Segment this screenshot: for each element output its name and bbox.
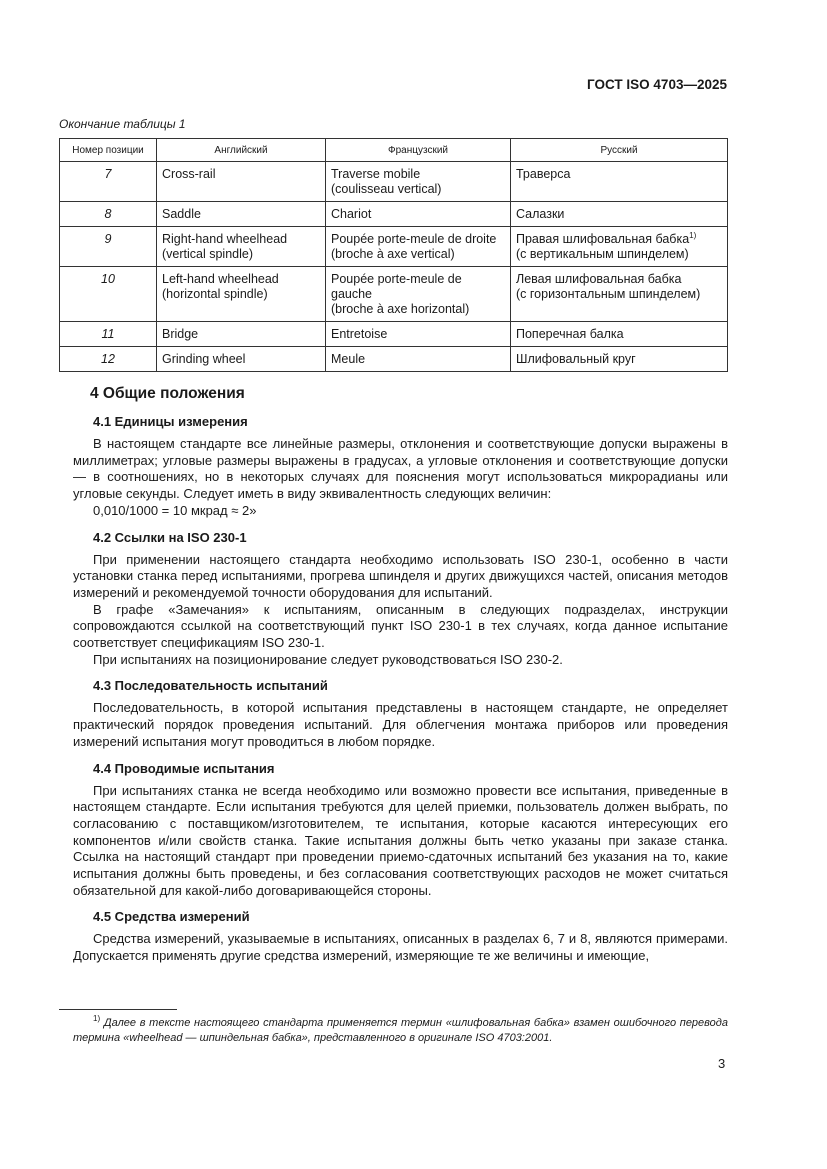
- french-term: [326, 227, 511, 267]
- position-number: 8: [60, 202, 157, 227]
- french-term: [326, 347, 511, 372]
- english-term: [157, 227, 326, 267]
- footnote: [73, 1016, 728, 1046]
- russian-term-line: Правая шлифовальная бабка: [516, 232, 690, 246]
- russian-term: [511, 227, 728, 267]
- english-term-line: Bridge: [162, 327, 199, 341]
- section-title: 4 Общие положения: [90, 385, 245, 402]
- subsection-title: 4.4 Проводимые испытания: [93, 760, 275, 776]
- footnote-mark: 1): [93, 1014, 101, 1023]
- column-header-position: Номер позиции: [60, 139, 157, 162]
- russian-term-line: (с горизонтальным шпинделем): [516, 287, 701, 301]
- paragraph: При испытаниях станка не всегда необходимо или возможно провести все испытания, приведенные в настоящем стандарте. Если испытания требуются для целей приемки, пользователь должен выбрать, по согласованию с поставщиком/изготовителем, те испытания, которые касаются интересующих его компонентов и/или свойств станка. Такие испытания должны быть четко указаны при заказе станка. Ссылка на настоящий стандарт при проведении приемо-сдаточных испытаний без указания на то, какие испытания должны быть проведены, и без согласования соответствующих расходов не может считаться обязательной для какой-либо договаривающейся стороны.: [73, 782, 728, 898]
- table-header-row: [60, 139, 728, 162]
- table-caption: Окончание таблицы 1: [59, 117, 186, 131]
- paragraph: В настоящем стандарте все линейные размеры, отклонения и соответствующие допуски выражены в миллиметрах; угловые размеры выражены в градусах, а угловые отклонения и соответствующие допуски — в соотношениях, но в некоторых случаях для пояснения могут использоваться микрорадианы или угловые секунды. Следует иметь в виду эквивалентность следующих величин:: [73, 436, 728, 502]
- table-row: [60, 267, 728, 322]
- page-number: 3: [718, 1056, 726, 1071]
- french-term: [326, 267, 511, 322]
- english-term: [157, 202, 326, 227]
- table-row: [60, 322, 728, 347]
- position-number: 10: [60, 267, 157, 322]
- russian-term: [511, 322, 728, 347]
- french-term-line: (broche à axe horizontal): [331, 302, 470, 316]
- english-term: [157, 162, 326, 202]
- main-text: [73, 385, 728, 965]
- paragraph: Средства измерений, указываемые в испытаниях, описанных в разделах 6, 7 и 8, являются примерами. Допускается применять другие средства измерений, измеряющие те же величины и имеющие,: [73, 931, 728, 964]
- column-header-english: Английский: [157, 139, 326, 162]
- subsection-title: 4.5 Средства измерений: [93, 909, 250, 925]
- french-term-line: (coulisseau vertical): [331, 182, 442, 196]
- position-number: 9: [60, 227, 157, 267]
- russian-term-line: Левая шлифовальная бабка: [516, 272, 682, 286]
- english-term-line: Right-hand wheelhead: [162, 232, 288, 246]
- russian-term-line: Траверса: [516, 167, 571, 181]
- position-number: 12: [60, 347, 157, 372]
- french-term-line: (broche à axe vertical): [331, 247, 455, 261]
- russian-term: [511, 162, 728, 202]
- english-term-line: Saddle: [162, 207, 201, 221]
- russian-term: [511, 347, 728, 372]
- french-term-line: Chariot: [331, 207, 372, 221]
- french-term: [326, 322, 511, 347]
- russian-term-line: Шлифовальный круг: [516, 352, 636, 366]
- column-header-french: Французский: [326, 139, 511, 162]
- french-term-line: Traverse mobile: [331, 167, 421, 181]
- russian-term: [511, 267, 728, 322]
- english-term-line: Cross-rail: [162, 167, 216, 181]
- subsection-title: 4.1 Единицы измерения: [93, 414, 248, 429]
- english-term: [157, 347, 326, 372]
- english-term-line: Grinding wheel: [162, 352, 246, 366]
- french-term-line: Entretoise: [331, 327, 388, 341]
- english-term-line: (vertical spindle): [162, 247, 254, 261]
- russian-term-line: Салазки: [516, 207, 565, 221]
- english-term-line: (horizontal spindle): [162, 287, 268, 301]
- document-code-header: ГОСТ ISO 4703—2025: [587, 77, 727, 92]
- footnote-separator: [59, 1009, 177, 1010]
- table-row: [60, 227, 728, 267]
- subsection-title: 4.3 Последовательность испытаний: [93, 678, 328, 694]
- column-header-russian: Русский: [511, 139, 728, 162]
- subsection-title: 4.2 Ссылки на ISO 230-1: [93, 529, 247, 545]
- english-term-line: Left-hand wheelhead: [162, 272, 279, 286]
- french-term: [326, 202, 511, 227]
- table-row: [60, 202, 728, 227]
- footnote-text: Далее в тексте настоящего стандарта применяется термин «шлифовальная бабка» взамен ошибочного перевода термина «wheelhead — шпиндельная бабка», представленного в оригинале ISO 4703:2001.: [73, 1017, 728, 1044]
- formula-line: 0,010/1000 = 10 мкрад ≈ 2»: [93, 502, 257, 518]
- french-term-line: Poupée porte-meule de gauche: [331, 272, 462, 301]
- table-row: [60, 347, 728, 372]
- paragraph: В графе «Замечания» к испытаниям, описанным в следующих подразделах, инструкции сопровождаются ссылкой на соответствующий пункт ISO 230-1 в тех случаях, когда данное испытание соответствует спецификациям ISO 230-1.: [73, 601, 728, 651]
- terms-table: [59, 138, 728, 372]
- russian-term-line: (с вертикальным шпинделем): [516, 247, 689, 261]
- french-term-line: Meule: [331, 352, 366, 366]
- english-term: [157, 267, 326, 322]
- footnote-reference: 1): [689, 231, 697, 240]
- paragraph: При испытаниях на позиционирование следует руководствоваться ISO 230-2.: [93, 651, 563, 667]
- russian-term-line: Поперечная балка: [516, 327, 624, 341]
- russian-term: [511, 202, 728, 227]
- english-term: [157, 322, 326, 347]
- french-term: [326, 162, 511, 202]
- french-term-line: Poupée porte-meule de droite: [331, 232, 497, 246]
- paragraph: Последовательность, в которой испытания представлены в настоящем стандарте, не определяет практический порядок проведения испытаний. Для облегчения монтажа приборов или проведения измерений испытания могут проводиться в любом порядке.: [73, 700, 728, 749]
- position-number: 7: [60, 162, 157, 202]
- paragraph: При применении настоящего стандарта необходимо использовать ISO 230-1, особенно в части установки станка перед испытаниями, прогрева шпинделя и других движущихся частей, описания методов измерений и рекомендуемой точности оборудования для испытаний.: [73, 551, 728, 600]
- table-row: [60, 162, 728, 202]
- position-number: 11: [60, 322, 157, 347]
